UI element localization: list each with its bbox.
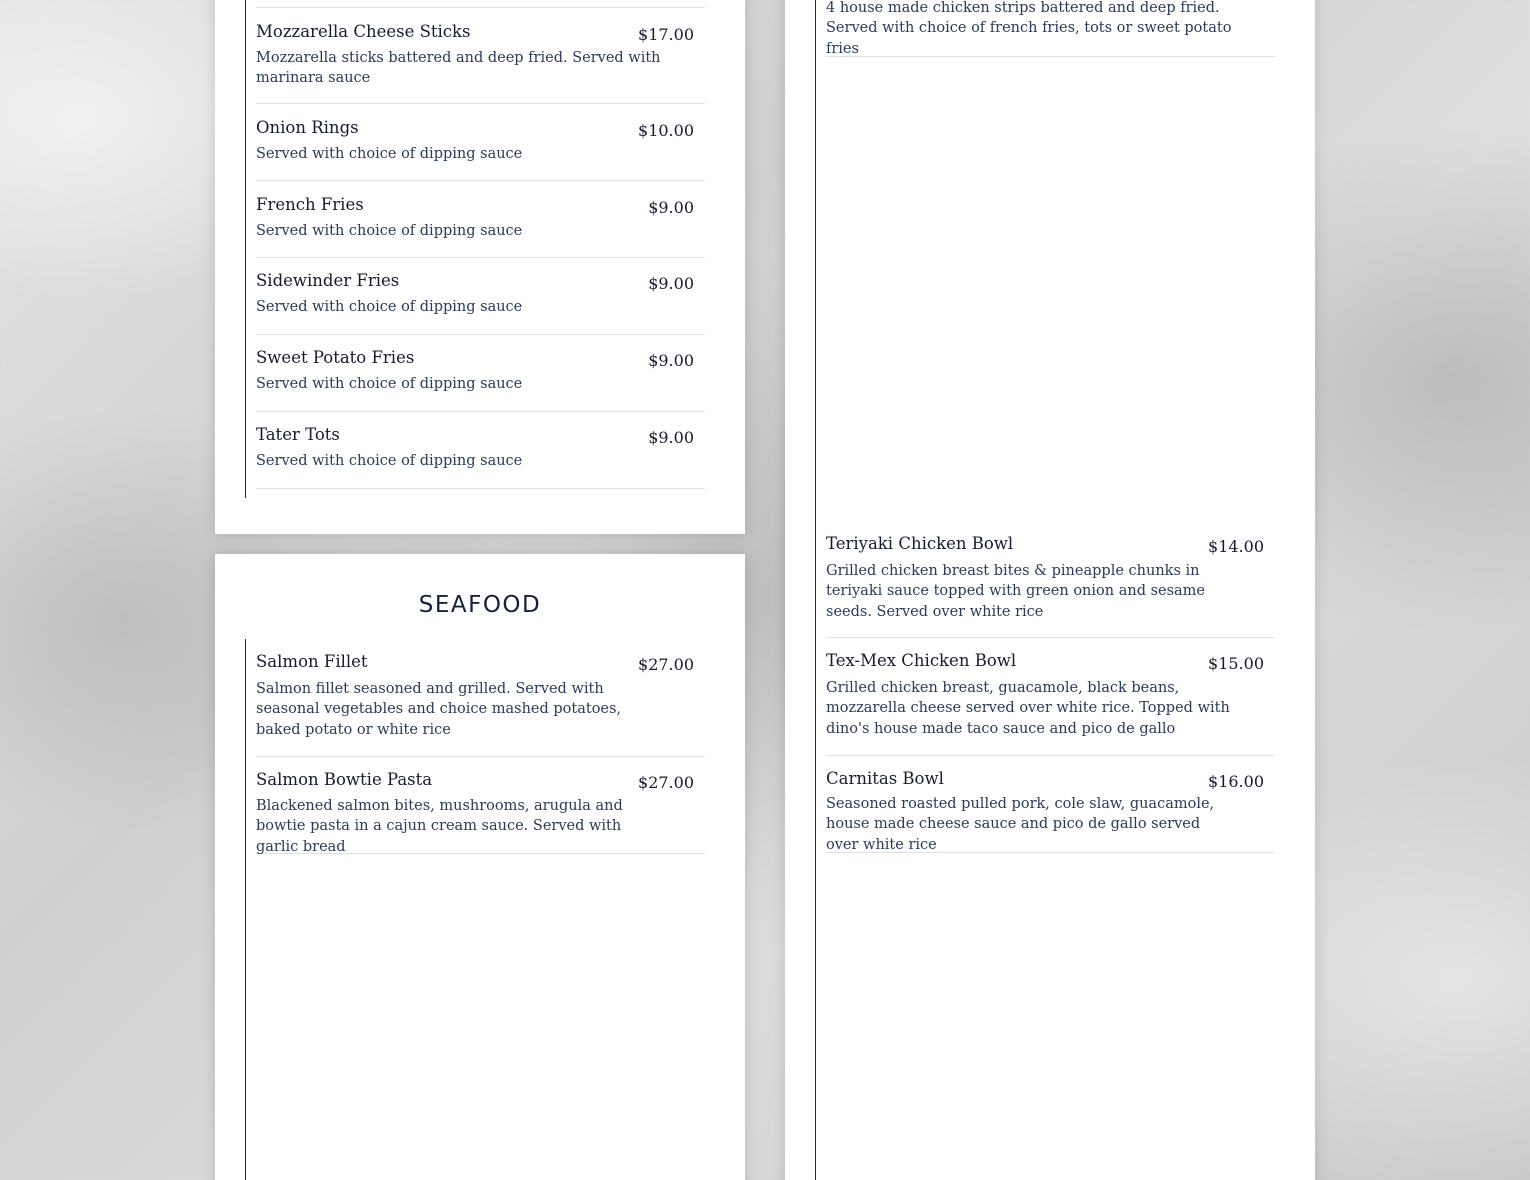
menu-item-name: Salmon Fillet [256,652,368,671]
menu-item-name: Sweet Potato Fries [256,348,415,367]
menu-item-description: Served with choice of dipping sauce [256,146,523,162]
menu-item-description: 4 house made chicken strips battered and deep fried. Served with choice of french fries, tots or sweet potato fries [826,0,1232,57]
menu-item[interactable] [256,181,705,258]
section-divider-line [245,639,246,1180]
menu-item-name: Salmon Bowtie Pasta [256,770,433,789]
menu-item-price: $9.00 [648,351,694,370]
menu-item-description: Seasoned roasted pulled pork, cole slaw, guacamole, house made cheese sauce and pico de gallo served over white rice [826,796,1215,853]
menu-item[interactable] [256,644,705,757]
menu-item-price: $15.00 [1208,654,1264,673]
menu-item-name: Sidewinder Fries [256,271,400,290]
section-title: SEAFOOD [418,592,542,618]
menu-item-description: Mozzarella sticks battered and deep fried. Served with marinara sauce [256,50,661,87]
menu-item[interactable] [256,412,705,489]
menu-item-description: Grilled chicken breast, guacamole, black beans, mozzarella cheese served over white rice. Topped with dino's house made taco sauce and pico de gallo [826,680,1230,737]
menu-item[interactable] [256,7,705,104]
menu-item[interactable] [826,638,1275,756]
menu-item-price: $9.00 [648,428,694,447]
menu-item-name: Tater Tots [256,425,340,444]
menu-item[interactable] [256,258,705,335]
menu-item-price: $14.00 [1208,537,1264,556]
menu-item-description: Served with choice of dipping sauce [256,376,523,392]
menu-item[interactable] [256,104,705,181]
menu-item-price: $10.00 [638,121,694,140]
seafood-menu-card [215,554,745,1180]
menu-item-price: $9.00 [648,198,694,217]
appetizers-menu-card [215,0,745,534]
menu-item[interactable] [826,0,1275,57]
section-divider-line [815,0,816,1180]
menu-item[interactable] [826,756,1275,853]
menu-item-description: Served with choice of dipping sauce [256,223,523,239]
menu-item-price: $27.00 [638,773,694,792]
menu-item[interactable] [256,335,705,412]
menu-item-name: Carnitas Bowl [826,769,944,788]
menu-item[interactable] [256,757,705,854]
menu-item-description: Salmon fillet seasoned and grilled. Served with seasonal vegetables and choice mashed potatoes, baked potato or white rice [256,681,622,738]
section-divider-line [245,0,246,498]
menu-item-price: $16.00 [1208,772,1264,791]
chicken-menu-card [785,0,1315,1180]
menu-item-name: Teriyaki Chicken Bowl [826,534,1014,553]
menu-item-price: $27.00 [638,655,694,674]
menu-item-description: Served with choice of dipping sauce [256,453,523,469]
menu-item-name: Onion Rings [256,118,359,137]
menu-item-name: Tex-Mex Chicken Bowl [826,651,1017,670]
menu-item[interactable] [826,530,1275,638]
menu-item-description: Grilled chicken breast bites & pineapple chunks in teriyaki sauce topped with green onion and sesame seeds. Served over white rice [826,563,1206,620]
menu-item-price: $9.00 [648,274,694,293]
menu-item-price: $17.00 [638,25,694,44]
menu-item-description: Served with choice of dipping sauce [256,299,523,315]
menu-item-name: French Fries [256,195,364,214]
menu-item-description: Blackened salmon bites, mushrooms, arugula and bowtie pasta in a cajun cream sauce. Served with garlic bread [256,798,623,855]
menu-item-name: Mozzarella Cheese Sticks [256,22,471,41]
